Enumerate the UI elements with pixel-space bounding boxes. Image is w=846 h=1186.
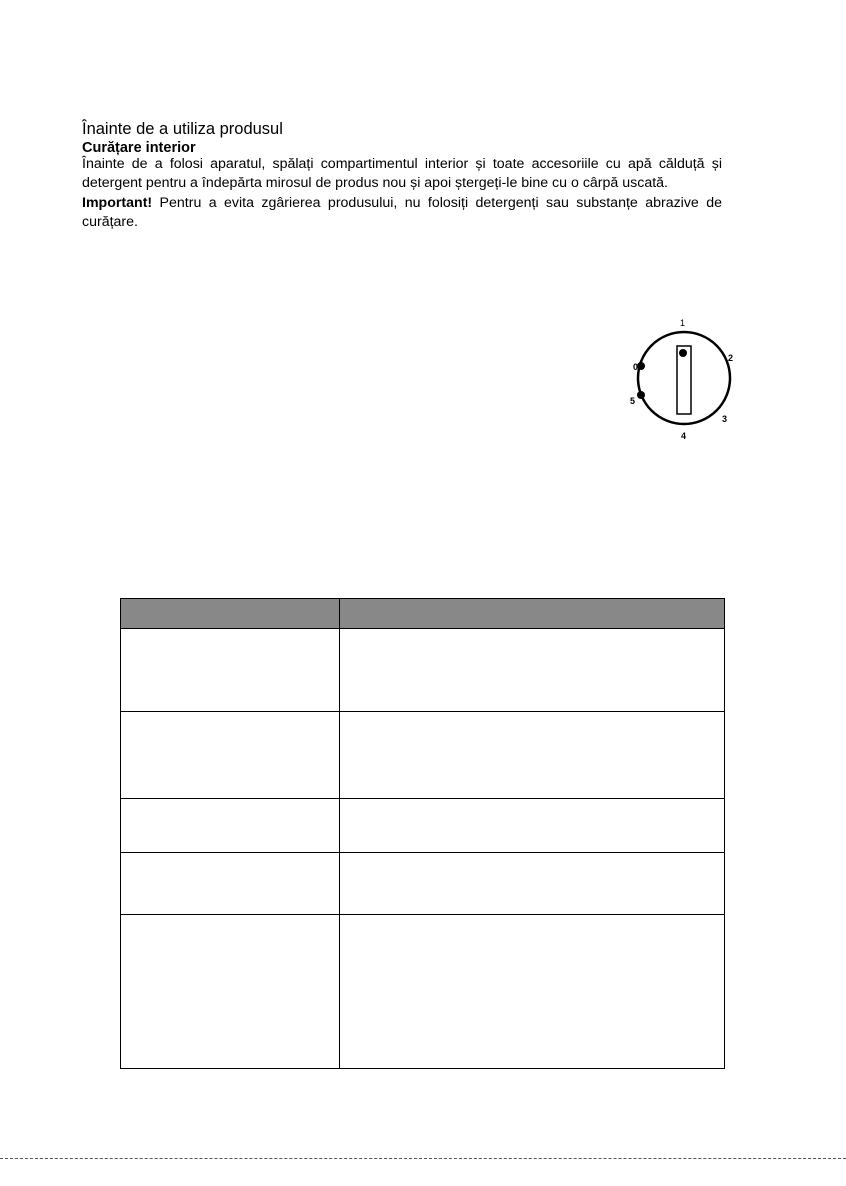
table-cell <box>121 853 340 915</box>
dial-marker-0 <box>637 362 645 370</box>
table-cell <box>121 629 340 712</box>
table-row <box>121 799 725 853</box>
dial-label-3: 3 <box>722 414 728 424</box>
cleaning-paragraph: Înainte de a folosi aparatul, spălați compartimentul interior și toate accesoriile cu apă călduță și detergent pentru a îndepărta mirosul de produs nou și apoi ștergeți-le bine cu o cârpă uscată. <box>82 156 722 191</box>
thermostat-dial-icon <box>620 312 750 442</box>
table-cell <box>121 712 340 799</box>
dial-pointer-dot <box>679 349 687 357</box>
dial-label-2: 2 <box>728 353 734 363</box>
dial-label-4: 4 <box>681 431 687 441</box>
table-cell <box>340 915 725 1069</box>
table-header-row <box>121 599 725 629</box>
important-label: Important! <box>82 195 153 211</box>
important-paragraph <box>82 194 722 232</box>
table-cell <box>340 799 725 853</box>
subsection-title: Curățare interior <box>82 140 196 156</box>
section-title: Înainte de a utiliza produsul <box>82 120 283 138</box>
table-row <box>121 629 725 712</box>
dial-label-0: 0 <box>633 362 639 372</box>
table-header-cell <box>340 599 725 629</box>
table-cell <box>121 915 340 1069</box>
dial-marker-5 <box>637 391 645 399</box>
table-cell <box>340 853 725 915</box>
table-row <box>121 712 725 799</box>
dial-label-5: 5 <box>630 396 636 406</box>
troubleshooting-table <box>120 598 725 1069</box>
important-text: Pentru a evita zgârierea produsului, nu folosiți detergenți sau substanțe abrazive de curățare. <box>82 195 722 230</box>
table-cell <box>340 629 725 712</box>
table-cell <box>121 799 340 853</box>
table-row <box>121 915 725 1069</box>
table-header-cell <box>121 599 340 629</box>
table-cell <box>340 712 725 799</box>
page-bottom-divider <box>0 1158 846 1159</box>
table-row <box>121 853 725 915</box>
dial-label-1: 1 <box>680 318 686 328</box>
